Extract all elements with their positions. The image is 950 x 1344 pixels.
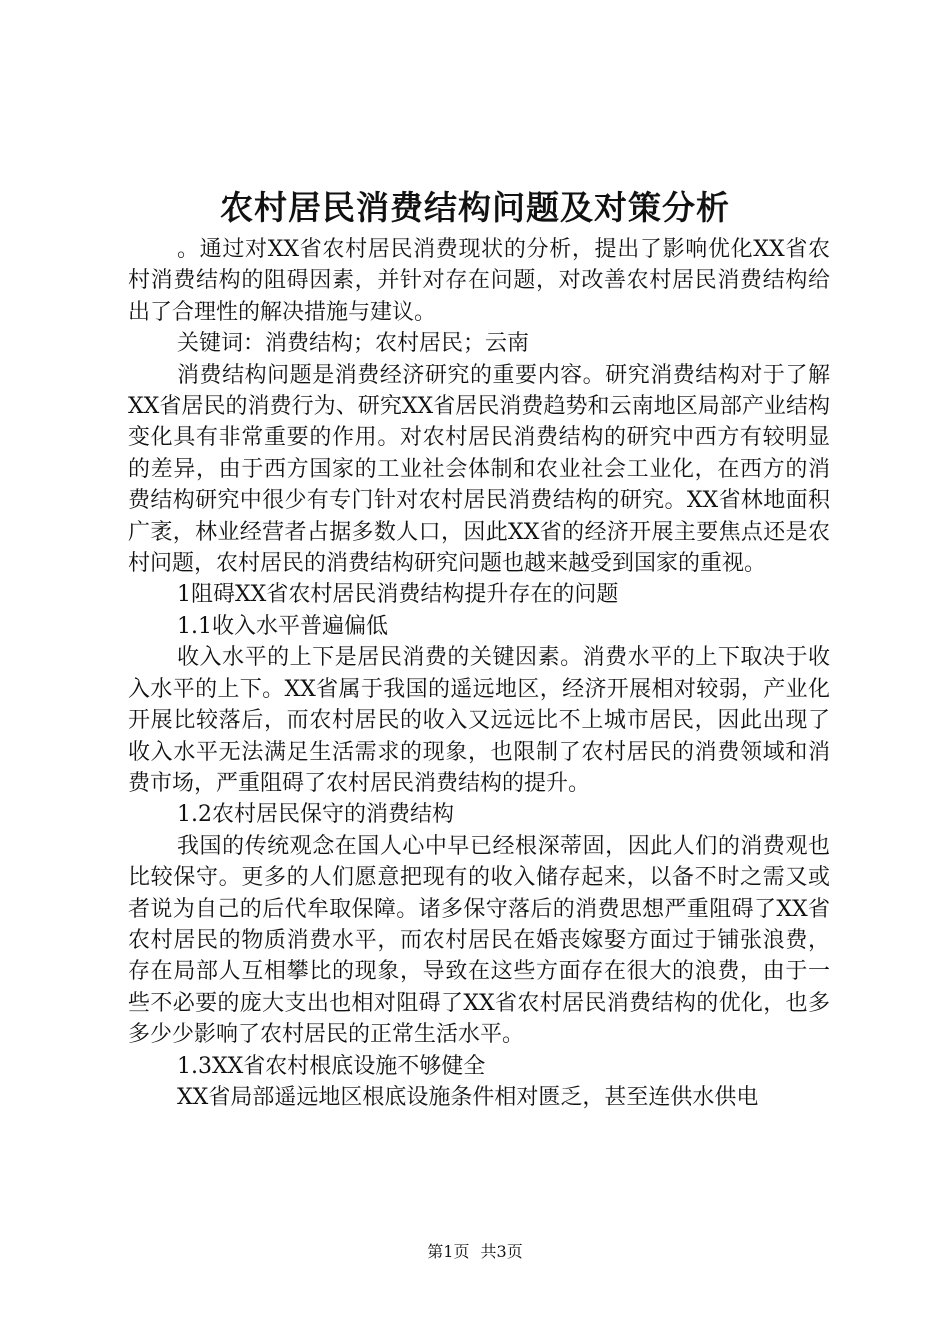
section-1-1-paragraph: 收入水平的上下是居民消费的关键因素。消费水平的上下取决于收入水平的上下。XX省属于我国的遥远地区，经济开展相对较弱，产业化开展比较落后，而农村居民的收入又远远比不上城市居民，因此出现了收入水平无法满足生活需求的现象，也限制了农村居民的消费领域和消费市场，严重阻碍了农村居民消费结构的提升。 xyxy=(128,645,830,796)
section-1-3-paragraph: XX省局部遥远地区根底设施条件相对匮乏，甚至连供水供电 xyxy=(177,1084,759,1110)
section-1-1-heading: 1.1收入水平普遍偏低 xyxy=(177,613,388,639)
section-1-3-heading: 1.3XX省农村根底设施不够健全 xyxy=(177,1053,486,1079)
intro-paragraph: 消费结构问题是消费经济研究的重要内容。研究消费结构对于了解XX省居民的消费行为、研究XX省居民消费趋势和云南地区局部产业结构变化具有非常重要的作用。对农村居民消费结构的研究中西方有较明显的差异，由于西方国家的工业社会体制和农业社会工业化，在西方的消费结构研究中很少有专门针对农村居民消费结构的研究。XX省林地面积广袤，林业经营者占据多数人口，因此XX省的经济开展主要焦点还是农村问题，农村居民的消费结构研究问题也越来越受到国家的重视。 xyxy=(128,362,830,577)
document-title: 农村居民消费结构问题及对策分析 xyxy=(220,188,730,227)
section-1-2-heading: 1.2农村居民保守的消费结构 xyxy=(177,802,454,828)
section-1-heading: 1阻碍XX省农村居民消费结构提升存在的问题 xyxy=(177,582,619,608)
document-body xyxy=(128,234,830,1113)
page-footer xyxy=(0,1241,950,1263)
page-total: 共3页 xyxy=(480,1242,523,1261)
abstract-paragraph: 。通过对XX省农村居民消费现状的分析，提出了影响优化XX省农村消费结构的阻碍因素，并针对存在问题，对改善农村居民消费结构给出了合理性的解决措施与建议。 xyxy=(128,237,830,325)
keywords-line: 关键词：消费结构；农村居民；云南 xyxy=(177,331,530,357)
section-1-2-paragraph: 我国的传统观念在国人心中早已经根深蒂固，因此人们的消费观也比较保守。更多的人们愿意把现有的收入储存起来，以备不时之需又或者说为自己的后代牟取保障。诸多保守落后的消费思想严重阻碍了XX省农村居民的物质消费水平，而农村居民在婚丧嫁娶方面过于铺张浪费，存在局部人互相攀比的现象，导致在这些方面存在很大的浪费，由于一些不必要的庞大支出也相对阻碍了XX省农村居民消费结构的优化，也多多少少影响了农村居民的正常生活水平。 xyxy=(128,833,830,1048)
page-number: 第1页 xyxy=(427,1242,470,1261)
